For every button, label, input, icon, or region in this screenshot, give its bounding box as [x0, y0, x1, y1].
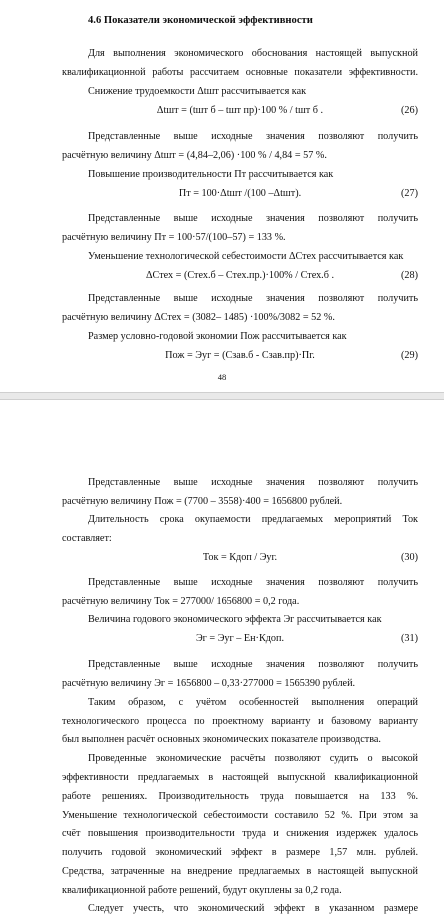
equation-number: (29)	[401, 350, 418, 361]
paragraph-line: расчётную величину Пт = 100·57/(100–57) = 133 %.	[62, 232, 286, 243]
paragraph-line: технологического процесса по проектному варианту и базовому варианту	[62, 716, 418, 727]
paragraph-line: Представленные выше исходные значения позволяют получить	[88, 659, 418, 670]
paragraph-line: Следует учесть, что экономический эффект в указанном размере	[88, 903, 418, 914]
paragraph-line: Представленные выше исходные значения позволяют получить	[88, 293, 418, 304]
paragraph-line: Длительность срока окупаемости предлагаемых мероприятий Ток	[88, 514, 418, 525]
page-number: 48	[217, 372, 227, 382]
paragraph-line: Представленные выше исходные значения позволяют получить	[88, 477, 418, 488]
equation-number: (26)	[401, 105, 418, 116]
paragraph-line: расчётную величину ΔСтех = (3082– 1485) ·100%/3082 = 52 %.	[62, 312, 335, 323]
equation-number: (30)	[401, 552, 418, 563]
equation-number: (28)	[401, 270, 418, 281]
paragraph-line: Средства, затраченные на внедрение предлагаемых в настоящей выпускной	[62, 866, 418, 877]
paragraph-line: Размер условно-годовой экономии Пож рассчитывается как	[88, 331, 347, 342]
paragraph-line: составляет:	[62, 533, 112, 544]
paragraph-line: работе решениях. Производительность труда повышается на 133 %.	[62, 791, 418, 802]
equation-number: (31)	[401, 633, 418, 644]
paragraph-line: Повышение производительности Пт рассчитывается как	[88, 169, 334, 180]
paragraph-line: получить годовой экономический эффект в размере 1,57 млн. рублей.	[62, 847, 418, 858]
section-heading: 4.6 Показатели экономической эффективности	[88, 15, 313, 26]
formula: Пож = Эуг = (Сзав.б - Сзав.пр)·Пг.	[165, 350, 315, 361]
paragraph-line: расчётную величину Пож = (7700 – 3558)·400 = 1656800 рублей.	[62, 496, 343, 507]
paragraph-line: расчётную величину Ток = 277000/ 1656800 = 0,2 года.	[62, 596, 300, 607]
paragraph-line: эффективности предлагаемых в настоящей выпускной квалификационной	[62, 772, 418, 783]
paragraph-line: Проведенные экономические расчёты позволяют судить о высокой	[88, 753, 418, 764]
paragraph-line: квалификационной работе решений, будут окуплены за 0,2 года.	[62, 885, 342, 896]
paragraph-line: Таким образом, с учётом особенностей выполнения операций	[88, 697, 418, 708]
page-separator	[0, 392, 444, 400]
equation-number: (27)	[401, 188, 418, 199]
formula: ΔСтех = (Стех.б – Стех.пр.)·100% / Стех.б .	[145, 270, 334, 281]
formula: Эг = Эуг – Ен·Кдоп.	[195, 633, 285, 644]
paragraph-line: Величина годового экономического эффекта Эг рассчитывается как	[88, 614, 382, 625]
paragraph-line: Снижение трудоемкости Δtшт рассчитывается как	[88, 86, 307, 97]
paragraph-line: Представленные выше исходные значения позволяют получить	[88, 131, 418, 142]
paragraph-line: Представленные выше исходные значения позволяют получить	[88, 213, 418, 224]
formula: Ток = Кдоп / Эуг.	[202, 552, 278, 563]
paragraph-line: Для выполнения экономического обоснования настоящей выпускной	[88, 48, 418, 59]
paragraph-line: счёт повышения производительности труда и снижения издержек удалось	[62, 828, 418, 839]
paragraph-line: расчётную величину Δtшт = (4,84–2,06) ·100 % / 4,84 = 57 %.	[62, 150, 327, 161]
paragraph-line: был выполнен расчёт основных экономических показателе производства.	[62, 734, 381, 745]
paragraph-line: Уменьшение технологической себестоимости составило 52 %. При этом за	[62, 810, 418, 821]
paragraph-line: расчётную величину Эг = 1656800 – 0,33·277000 = 1565390 рублей.	[62, 678, 356, 689]
document-page-2	[0, 400, 444, 914]
document-page-1	[0, 0, 444, 392]
paragraph-line: Представленные выше исходные значения позволяют получить	[88, 577, 418, 588]
paragraph-line: квалификационной работы рассчитаем основные показатели эффективности.	[62, 67, 418, 78]
paragraph-line: Уменьшение технологической себестоимости ΔСтех рассчитывается как	[88, 251, 404, 262]
formula: Δtшт = (tшт б – tшт пр)·100 % / tшт б .	[156, 105, 324, 116]
formula: Пт = 100·Δtшт /(100 –Δtшт).	[178, 188, 302, 199]
